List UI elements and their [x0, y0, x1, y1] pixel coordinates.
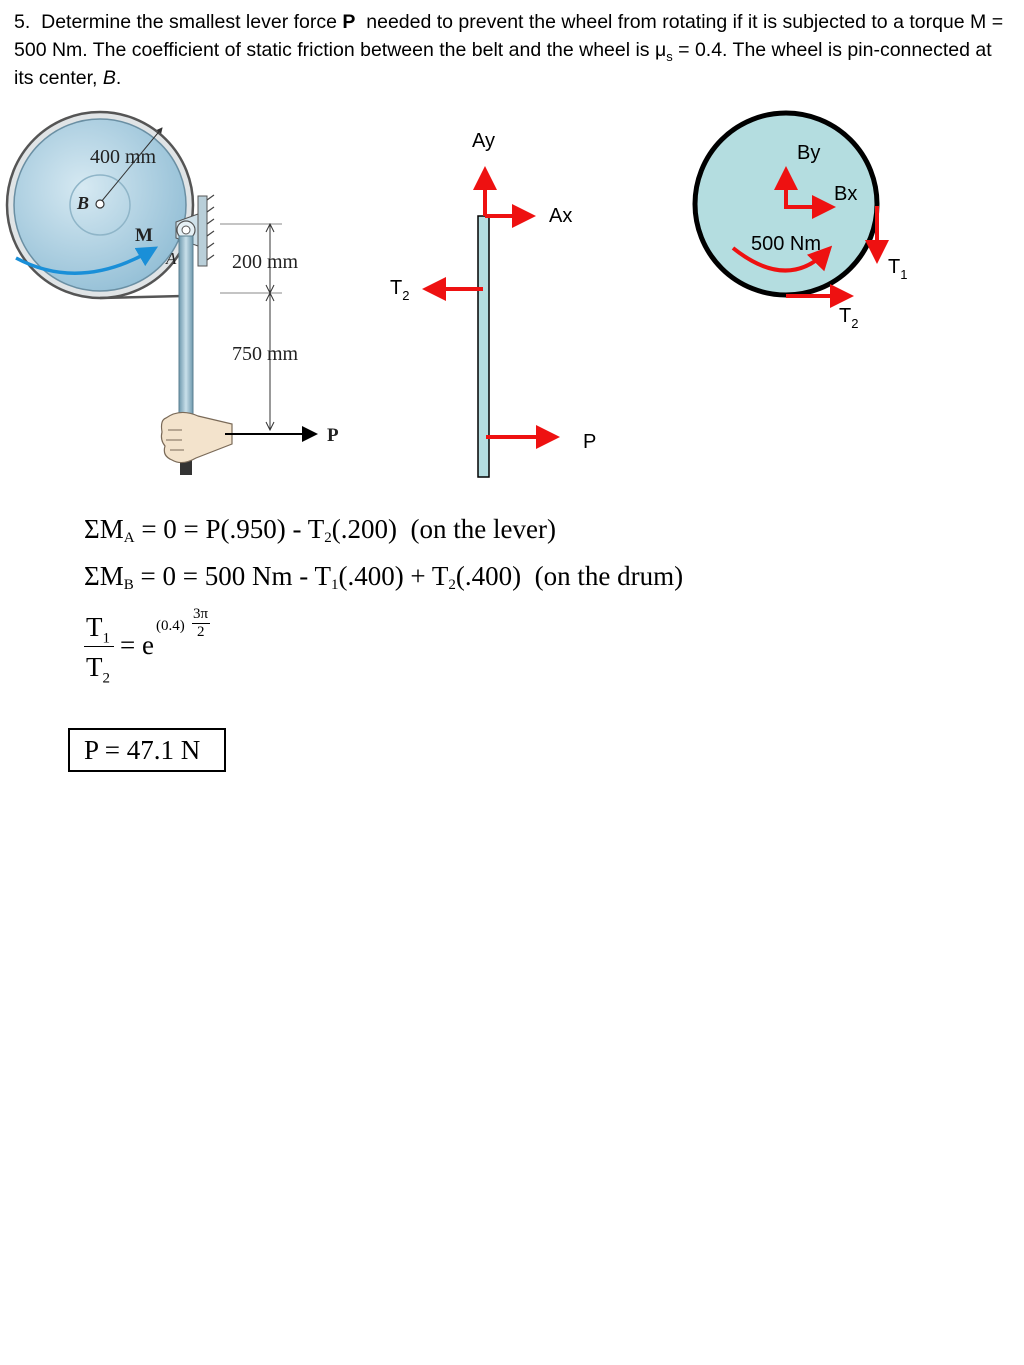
eq2-sum: ΣM — [84, 561, 124, 591]
exponent-numerator: 3π — [193, 606, 209, 622]
eq2-mid: (.400) + T — [338, 561, 449, 591]
eq1-t-sub: 2 — [324, 530, 332, 546]
eq2-sub: B — [123, 577, 134, 593]
frac-num-sub: 1 — [102, 630, 110, 647]
lower-dimension-label: 750 mm — [232, 343, 299, 365]
torque-label: 500 Nm — [751, 233, 822, 255]
frac-numerator — [86, 612, 110, 647]
moment-label: M — [135, 225, 153, 246]
force-label-p: P — [327, 425, 339, 446]
lever-fbd — [390, 130, 596, 477]
mu-subscript: s — [666, 48, 673, 64]
equation-sum-moments-b — [84, 561, 683, 592]
drum-fbd — [695, 113, 907, 331]
bx-label: Bx — [834, 183, 858, 205]
eq2-t2-sub: 2 — [448, 577, 456, 593]
ay-label: Ay — [472, 130, 495, 152]
upper-dimension-label: 200 mm — [232, 251, 299, 273]
hand — [161, 412, 232, 462]
exponent-coefficient: (0.4) — [156, 618, 185, 634]
drum-t1-label: $T_1$ — [888, 256, 908, 282]
eq1-sum: ΣM — [84, 514, 124, 544]
eq1-tail: (.200) (on the lever) — [331, 514, 556, 544]
wall-hatching — [207, 195, 214, 260]
answer-box: P = 47.1 N — [68, 728, 226, 772]
center-pin — [96, 200, 104, 208]
eq2-tail: (.400) (on the drum) — [455, 561, 684, 591]
pin-label: A — [166, 249, 177, 268]
eq2-t1-sub: 1 — [330, 577, 339, 593]
eq2-rhs: = 0 = 500 Nm - T — [133, 561, 331, 591]
problem-bold-p: P — [342, 11, 356, 33]
frac-num-letter: T — [86, 612, 103, 642]
frac-den-sub: 2 — [102, 670, 110, 687]
ax-label: Ax — [549, 205, 573, 227]
wheel-radius-label: 400 mm — [90, 146, 157, 168]
figures-svg — [0, 0, 1024, 500]
eq1-rhs: = 0 = P(.950) - T — [134, 514, 325, 544]
problem-number: 5. — [14, 11, 31, 33]
fraction-bar — [84, 646, 114, 647]
wall-bracket — [198, 196, 207, 266]
by-label: By — [797, 142, 821, 164]
lever-pin-hole — [182, 226, 190, 234]
wheel-lever-illustration — [7, 112, 339, 475]
exponent-denominator: 2 — [197, 624, 205, 640]
problem-text-1: Determine the smallest lever force — [41, 11, 337, 33]
center-label: B — [77, 193, 90, 213]
drum-t2-label: $T_2$ — [839, 305, 859, 331]
problem-text-3: = 0.4. The wheel is pin-connected at its center, — [14, 39, 992, 89]
lever-t2-label: $T_2$ — [390, 277, 410, 303]
equation-sum-moments-a — [84, 514, 556, 545]
lever-p-label: P — [583, 431, 597, 453]
problem-text-2: needed to prevent the wheel from rotating if it is subjected to a torque M = 500 Nm. The coefficient of static friction between the belt and the wheel is μ — [14, 11, 1004, 61]
frac-equals-e: = e — [120, 630, 154, 660]
problem-center-var: B — [102, 67, 116, 89]
eq1-sub: A — [123, 530, 135, 546]
problem-period: . — [115, 67, 122, 89]
frac-den-letter: T — [86, 652, 103, 682]
frac-denominator — [86, 652, 110, 687]
